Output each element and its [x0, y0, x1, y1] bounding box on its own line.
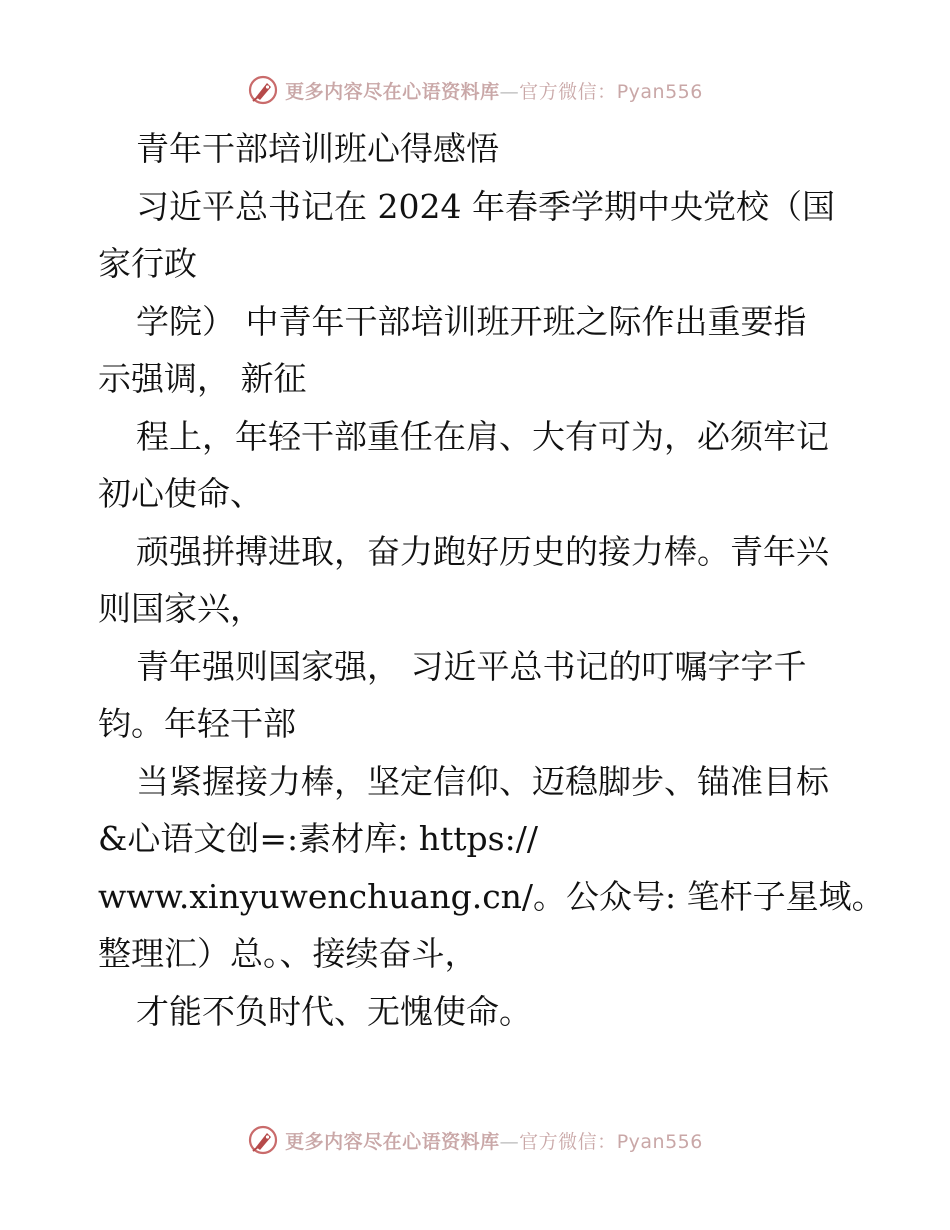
- paragraph-line: 则国家兴，: [98, 589, 263, 628]
- footer-separator: —: [499, 1130, 520, 1153]
- paragraph-line: 钧。年轻干部: [98, 704, 296, 743]
- footer-contact-id: Pyan556: [616, 1130, 703, 1153]
- pen-nib-logo-icon: [247, 1124, 279, 1156]
- header-contact-label: 官方微信：: [519, 80, 617, 103]
- paragraph-line: 青年强则国家强， 习近平总书记的叮嘱字字千: [136, 646, 807, 686]
- header-watermark: [0, 70, 950, 110]
- document-body: [98, 120, 885, 1040]
- paragraph-line: 习近平总书记在 2024 年春季学期中央党校（国: [136, 186, 835, 226]
- paragraph-line: 家行政: [98, 244, 197, 283]
- paragraph-line: www.xinyuwenchuang.cn/。公众号: 笔杆子星域。: [98, 876, 885, 916]
- paragraph-line: 示强调， 新征: [98, 359, 307, 398]
- paragraph-line: 才能不负时代、无愧使命。: [136, 991, 532, 1031]
- paragraph-line: 整理汇）总。、接续奋斗，: [98, 934, 478, 973]
- pen-nib-logo-icon: [247, 74, 279, 106]
- paragraph-line: 当紧握接力棒，坚定信仰、迈稳脚步、锚准目标: [136, 761, 829, 801]
- header-brand-text: 更多内容尽在心语资料库: [285, 80, 500, 103]
- paragraph-line: &心语文创=:素材库: https://: [98, 819, 538, 858]
- document-title: 青年干部培训班心得感悟: [136, 129, 499, 168]
- footer-contact-label: 官方微信：: [519, 1130, 617, 1153]
- footer-watermark: [0, 1120, 950, 1160]
- paragraph-line: 初心使命、: [98, 474, 263, 513]
- paragraph-line: 学院） 中青年干部培训班开班之际作出重要指: [136, 301, 807, 341]
- paragraph-line: 程上，年轻干部重任在肩、大有可为，必须牢记: [136, 416, 829, 456]
- header-contact-id: Pyan556: [616, 80, 703, 103]
- header-separator: —: [499, 80, 520, 103]
- footer-brand-text: 更多内容尽在心语资料库: [285, 1130, 500, 1153]
- paragraph-line: 顽强拼搏进取，奋力跑好历史的接力棒。青年兴: [136, 531, 829, 571]
